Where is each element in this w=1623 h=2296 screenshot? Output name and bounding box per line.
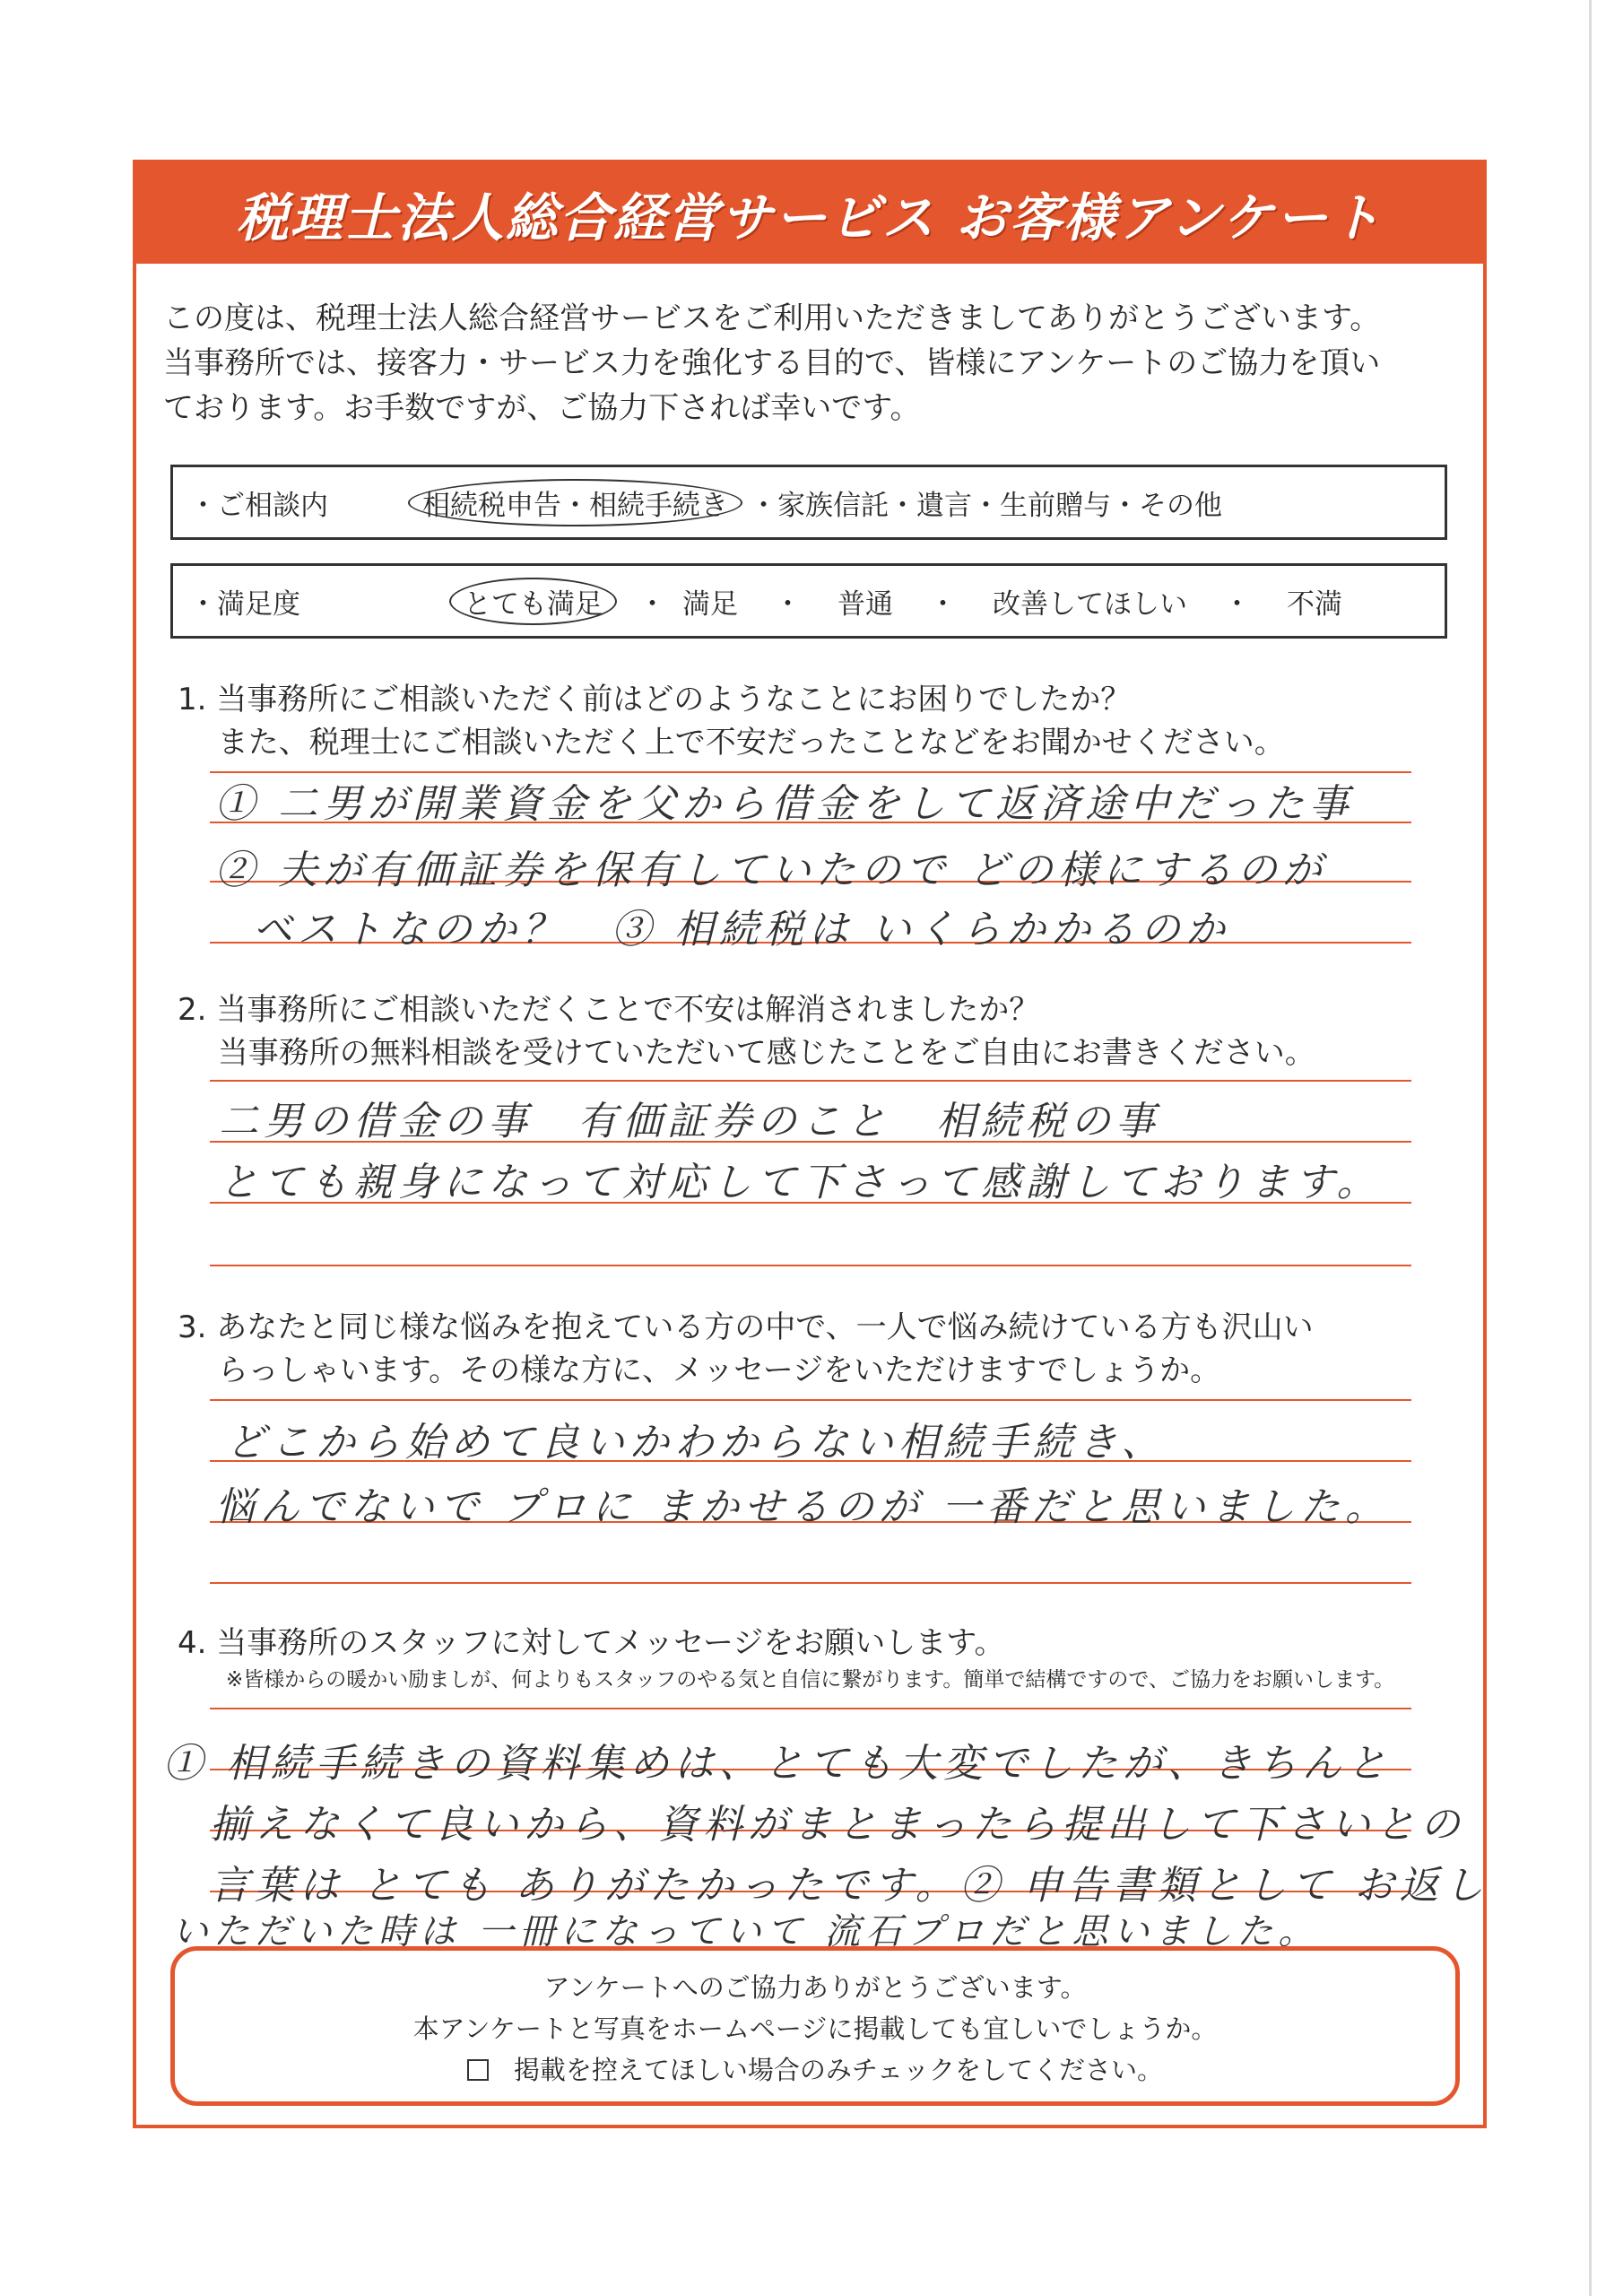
separator: ・ [929,587,957,621]
question-text: また、税理士にご相談いただく上で不安だったことなどをお聞かせください。 [178,725,1285,761]
satisfaction-option[interactable]: 改善してほしい [993,587,1187,621]
question-2 [178,988,1451,1074]
intro-line: この度は、税理士法人総合経営サービスをご利用いただきましてありがとうございます。 [163,300,1381,336]
handwritten-answer: ② 夫が有価証券を保有していたので どの様にするのが [215,848,1327,893]
question-note: ※皆様からの暖かい励ましが、何よりもスタッフのやる気と自信に繋がります。簡単で結構ですので、ご協力をお願いします。 [226,1668,1395,1692]
consult-type-label: ・ご相談内 [189,489,328,522]
handwritten-answer: ① 二男が開業資金を父から借金をして返済途中だった事 [215,781,1354,827]
question-text: 4. 当事務所のスタッフに対してメッセージをお願いします。 [178,1625,1005,1661]
handwritten-answer: とても親身になって対応して下さって感謝しております。 [219,1160,1382,1205]
question-4 [178,1622,1451,1695]
handwritten-answer: 悩んでないで プロに まかせるのが 一番だと思いました。 [215,1484,1390,1530]
handwritten-answer: ① 相続手続きの資料集めは、とても大変でしたが、きちんと [163,1741,1392,1787]
checkbox-label: 掲載を控えてほしい場合のみチェックをしてください。 [513,2055,1164,2085]
consult-type-box [170,465,1447,540]
handwritten-answer: ベストなのか？ ③ 相続税は いくらかかるのか [253,907,1230,952]
handwritten-answer: 言葉は とても ありがたかったです。② 申告書類として お返し [210,1863,1489,1909]
title-banner [136,163,1483,264]
satisfaction-box [170,563,1447,639]
handwritten-answer: 二男の借金の事 有価証券のこと 相続税の事 [219,1099,1160,1144]
question-text: 当事務所の無料相談を受けていただいて感じたことをご自由にお書きください。 [178,1035,1315,1071]
question-3 [178,1306,1451,1392]
publish-opt-out-checkbox[interactable] [467,2059,489,2081]
handwritten-answer: いただいた時は 一冊になっていて 流石プロだと思いました。 [172,1911,1320,1952]
satisfaction-option[interactable]: 不満 [1287,587,1342,621]
scan-edge [1589,0,1592,2296]
consult-other-options: ・家族信託・遺言・生前贈与・その他 [750,489,1222,522]
survey-sheet [133,160,1487,2128]
satisfaction-option[interactable]: 普通 [838,587,893,621]
separator: ・ [1223,587,1251,621]
footer-box [170,1946,1460,2106]
question-1 [178,678,1451,764]
handwritten-answer: どこから始めて良いかわからない相続手続き、 [226,1420,1167,1465]
satisfaction-selected-option[interactable]: とても満足 [449,578,617,625]
consult-selected-option[interactable]: 相続税申告・相続手続き [408,479,742,526]
footer-thanks: アンケートへのご協力ありがとうございます。 [543,1972,1087,2003]
question-text: 3. あなたと同じ様な悩みを抱えている方の中で、一人で悩み続けている方も沢山い [178,1309,1314,1345]
page-title: 税理士法人総合経営サービス お客様アンケート [236,187,1384,248]
question-text: らっしゃいます。その様な方に、メッセージをいただけますでしょうか。 [178,1352,1221,1388]
intro-text [163,296,1454,430]
question-text: 1. 当事務所にご相談いただく前はどのようなことにお困りでしたか？ [178,682,1132,718]
intro-line: ております。お手数ですが、ご協力下されば幸いです。 [163,390,921,426]
separator: ・ [774,587,802,621]
question-text: 2. 当事務所にご相談いただくことで不安は解消されましたか？ [178,992,1040,1028]
footer-question: 本アンケートと写真をホームページに掲載しても宜しいでしょうか。 [412,2013,1218,2044]
intro-line: 当事務所では、接客力・サービス力を強化する目的で、皆様にアンケートのご協力を頂い [163,345,1381,381]
satisfaction-label: ・満足度 [189,587,300,621]
handwritten-answer: 揃えなくて良いから、資料がまとまったら提出して下さいとの [210,1802,1465,1848]
separator: ・ [638,587,666,621]
satisfaction-option[interactable]: 満足 [682,587,738,621]
